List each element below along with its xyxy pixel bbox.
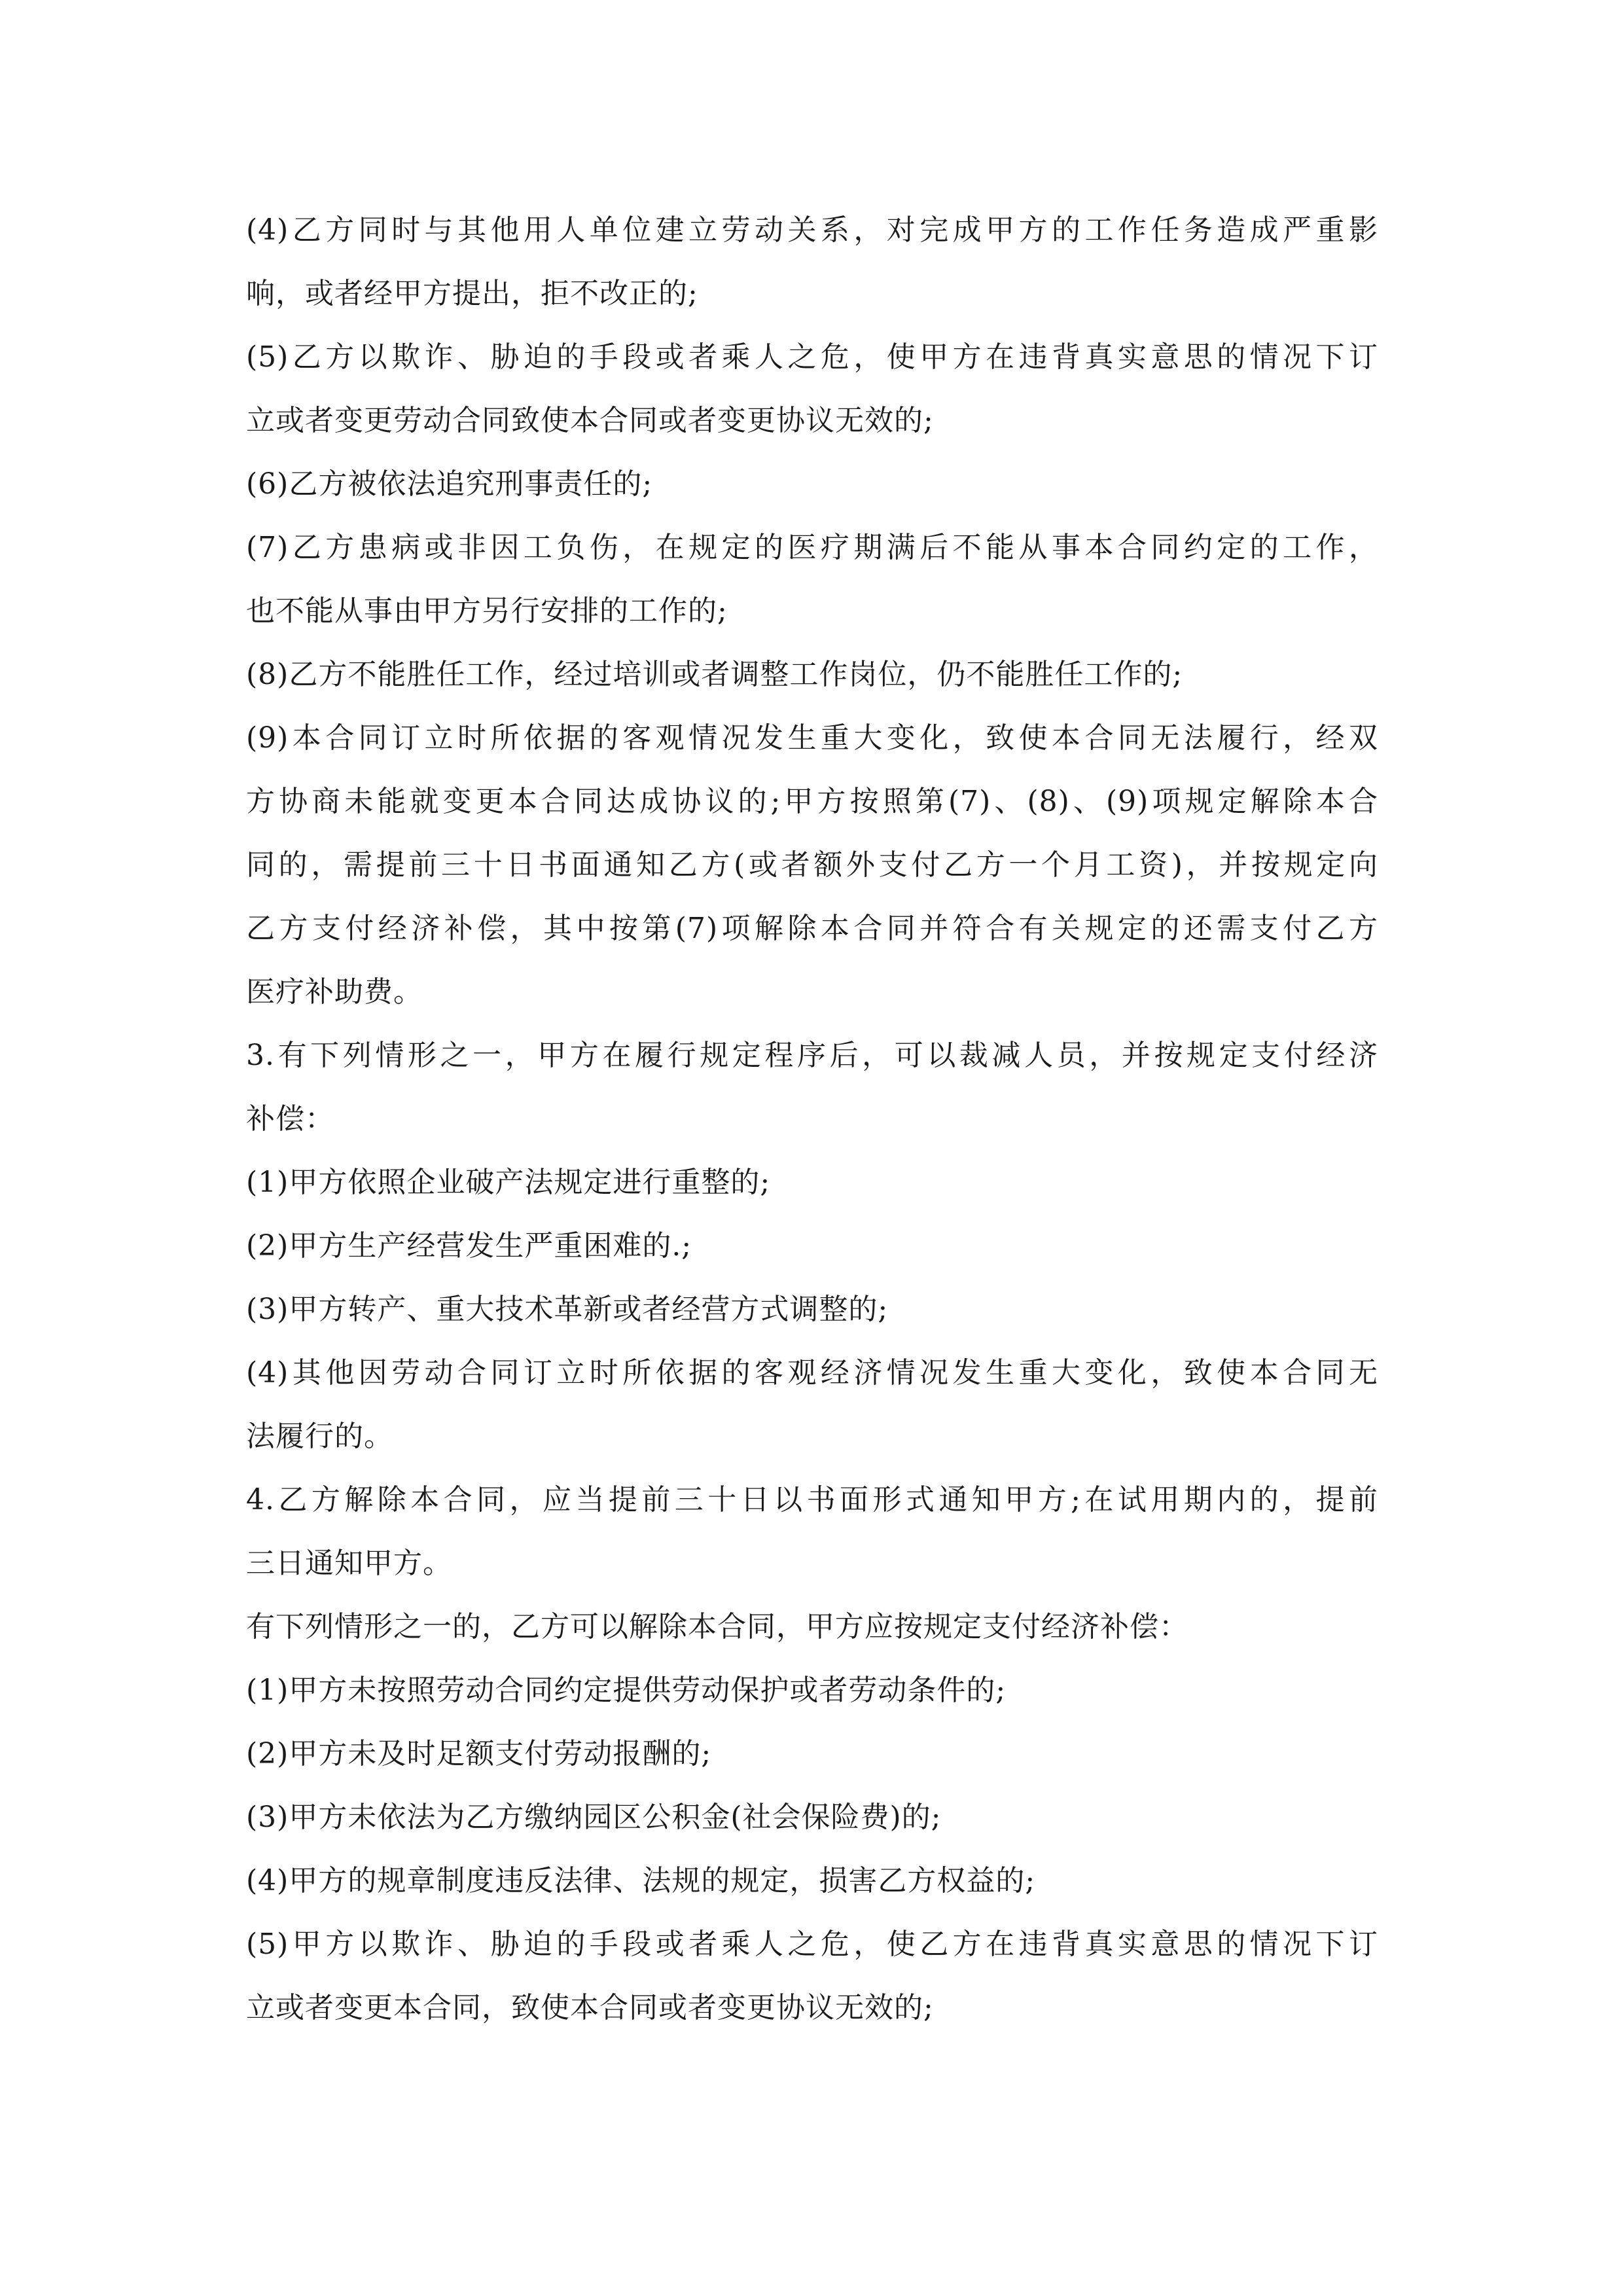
text-line: (2)甲方生产经营发生严重困难的.; xyxy=(246,1229,692,1263)
text-line: (8)乙方不能胜任工作，经过培训或者调整工作岗位，仍不能胜任工作的; xyxy=(246,658,1183,691)
paragraph xyxy=(246,1912,1378,2039)
text-line: 补偿： xyxy=(246,1102,334,1136)
text-line: 也不能从事由甲方另行安排的工作的; xyxy=(246,594,728,628)
text-line: (6)乙方被依法追究刑事责任的; xyxy=(246,467,653,501)
text-line: (4)其他因劳动合同订立时所依据的客观经济情况发生重大变化，致使本合同无 xyxy=(246,1356,1378,1390)
text-line: 立或者变更劳动合同致使本合同或者变更协议无效的; xyxy=(246,404,934,437)
paragraph xyxy=(246,516,1378,643)
text-line: (5)乙方以欺诈、胁迫的手段或者乘人之危，使甲方在违背真实意思的情况下订 xyxy=(246,340,1378,374)
text-line: (3)甲方未依法为乙方缴纳园区公积金(社会保险费)的; xyxy=(246,1801,942,1834)
text-line: 4.乙方解除本合同，应当提前三十日以书面形式通知甲方;在试用期内的，提前 xyxy=(246,1483,1378,1516)
paragraph xyxy=(246,1468,1378,1595)
text-line: (9)本合同订立时所依据的客观情况发生重大变化，致使本合同无法履行，经双 xyxy=(246,721,1378,755)
text-line: 乙方支付经济补偿，其中按第(7)项解除本合同并符合有关规定的还需支付乙方 xyxy=(246,912,1378,945)
paragraph xyxy=(246,1214,1378,1278)
paragraph xyxy=(246,643,1378,706)
document-body xyxy=(246,198,1378,2039)
text-line: 有下列情形之一的，乙方可以解除本合同，甲方应按规定支付经济补偿： xyxy=(246,1610,1188,1643)
text-line: (1)甲方未按照劳动合同约定提供劳动保护或者劳动条件的; xyxy=(246,1674,1007,1707)
paragraph xyxy=(246,1849,1378,1912)
text-line: 响，或者经甲方提出，拒不改正的; xyxy=(246,277,698,310)
text-line: 法履行的。 xyxy=(246,1420,393,1453)
paragraph xyxy=(246,1659,1378,1722)
text-line: (3)甲方转产、重大技术革新或者经营方式调整的; xyxy=(246,1293,889,1326)
paragraph xyxy=(246,706,1378,1024)
paragraph xyxy=(246,1341,1378,1468)
text-line: (4)乙方同时与其他用人单位建立劳动关系，对完成甲方的工作任务造成严重影 xyxy=(246,213,1378,247)
paragraph xyxy=(246,325,1378,452)
text-line: 同的，需提前三十日书面通知乙方(或者额外支付乙方一个月工资)，并按规定向 xyxy=(246,848,1378,882)
paragraph xyxy=(246,1722,1378,1785)
text-line: 三日通知甲方。 xyxy=(246,1547,452,1580)
paragraph xyxy=(246,452,1378,516)
text-line: (7)乙方患病或非因工负伤，在规定的医疗期满后不能从事本合同约定的工作， xyxy=(246,531,1378,564)
paragraph xyxy=(246,198,1378,325)
text-line: (1)甲方依照企业破产法规定进行重整的; xyxy=(246,1166,771,1199)
text-line: (5)甲方以欺诈、胁迫的手段或者乘人之危，使乙方在违背真实意思的情况下订 xyxy=(246,1928,1378,1961)
text-line: (2)甲方未及时足额支付劳动报酬的; xyxy=(246,1737,712,1770)
text-line: 方协商未能就变更本合同达成协议的;甲方按照第(7)、(8)、(9)项规定解除本合 xyxy=(246,785,1378,818)
text-line: 3.有下列情形之一，甲方在履行规定程序后，可以裁减人员，并按规定支付经济 xyxy=(246,1039,1378,1072)
paragraph xyxy=(246,1278,1378,1341)
paragraph xyxy=(246,1595,1378,1659)
text-line: 立或者变更本合同，致使本合同或者变更协议无效的; xyxy=(246,1991,934,2024)
text-line: 医疗补助费。 xyxy=(246,975,423,1009)
text-line: (4)甲方的规章制度违反法律、法规的规定，损害乙方权益的; xyxy=(246,1864,1036,1897)
paragraph xyxy=(246,1785,1378,1849)
paragraph xyxy=(246,1024,1378,1151)
paragraph xyxy=(246,1151,1378,1214)
